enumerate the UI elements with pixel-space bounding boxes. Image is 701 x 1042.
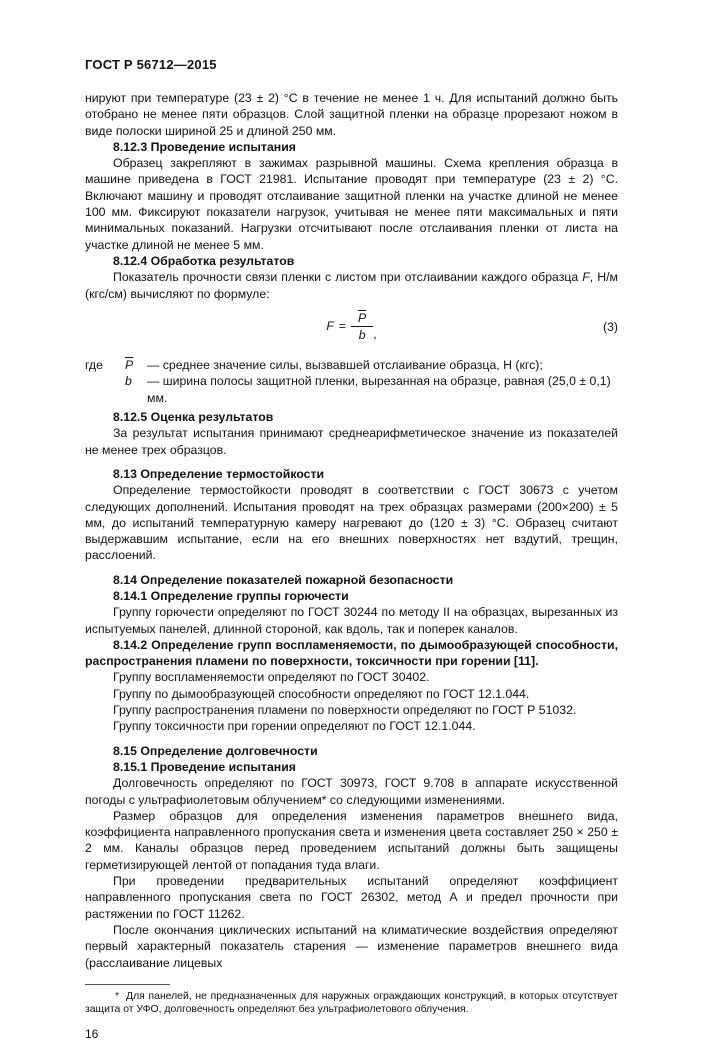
- paragraph-8-14-2-smoke: Группу по дымообразующей способности определяют по ГОСТ 12.1.044.: [113, 686, 530, 701]
- paragraph-8-12-3: Образец закрепляют в зажимах разрывной машины. Схема крепления образца в машине приведена в ГОСТ 21981. Испытание проводят при температуре (23 ± 2) °С. Включают машину и проводят отслаивание защитной пленки на участке длиной не менее 100 мм. Фиксируют показатели нагрузок, учитывая не менее пяти максимальных и пяти минимальных показаний. Нагрузки отсчитывают после отслаивания пленки от листа на участке длиной не менее 5 мм.: [85, 156, 618, 252]
- formula-expression: [326, 311, 376, 342]
- footnote-text: [85, 990, 618, 1017]
- paragraph-8-14-2-toxicity: Группу токсичности при горении определяют по ГОСТ 12.1.044.: [113, 719, 476, 734]
- footnote-body: Для панелей, не предназначенных для наружных ограждающих конструкций, в которых отсутствует защита от УФО, долговечность определяют без ультрафиолетового облучения.: [85, 990, 618, 1016]
- heading-8-15-1: 8.15.1 Проведение испытания: [113, 759, 296, 774]
- fraction: [351, 311, 373, 342]
- definition-text: — среднее значение силы, вызвавшей отслаивание образца, Н (кгс);: [147, 358, 543, 373]
- heading-8-14: 8.14 Определение показателей пожарной безопасности: [113, 572, 454, 587]
- paragraph-8-13: Определение термостойкости проводят в соответствии с ГОСТ 30673 с учетом следующих дополнений. Испытания проводят на трех образцах размерами (200×200) ± 5 мм, до испытаний температурную камеру нагревают до (120 ± 3) °С. Образец считают выдержавшим испытание, если на его внешних поверхностях нет вздутий, трещин, расслоений.: [85, 483, 618, 563]
- paragraph-8-15-1-durability: Долговечность определяют по ГОСТ 30973, ГОСТ 9.708 в аппарате искусственной погоды с ультрафиолетовым облучением* со следующими изменениями.: [85, 776, 618, 807]
- paragraph-8-15-1-sample-size: Размер образцов для определения изменения параметров внешнего вида, коэффициента направленного пропускания света и изменения цвета составляет 250 × 250 ± 2 мм. Каналы образцов перед проведением испытаний должны быть защищены герметизирующей лентой от попадания туда влаги.: [85, 808, 618, 872]
- definition-text: — ширина полосы защитной пленки, вырезанная на образце, равная (25,0 ± 0,1) мм.: [147, 374, 611, 405]
- equals-sign: =: [338, 319, 347, 334]
- paragraph-8-14-2-flame-spread: Группу распространения пламени по поверхности определяют по ГОСТ Р 51032.: [113, 703, 577, 718]
- heading-8-12-5: 8.12.5 Оценка результатов: [113, 410, 274, 425]
- heading-8-12-4: 8.12.4 Обработка результатов: [113, 253, 295, 268]
- paragraph-8-14-2-flammability: Группу воспламеняемости определяют по ГОСТ 30402.: [113, 670, 430, 685]
- heading-8-14-1: 8.14.1 Определение группы горючести: [113, 589, 349, 603]
- formula-definitions: [85, 357, 618, 406]
- heading-8-14-2: 8.14.2 Определение групп воспламеняемости, по дымообразующей способности, распространения пламени по поверхности, токсичности при горении [11].: [85, 637, 618, 669]
- symbol-P-mean: $\overline{P}$: [125, 358, 134, 373]
- footnote-marker: *: [115, 990, 120, 1002]
- formula-3: [85, 311, 618, 342]
- definition-row-b: [85, 373, 618, 406]
- heading-8-12-3: 8.12.3 Проведение испытания: [113, 139, 296, 154]
- paragraph-continuation: нируют при температуре (23 ± 2) °С в течение не менее 1 ч. Для испытаний должно быть отобрано не менее пяти образцов. Слой защитной пленки на образце прорезают ножом в виде полоски шириной 25 и длиной 250 мм.: [85, 91, 618, 138]
- paragraph-8-14-1: Группу горючести определяют по ГОСТ 30244 по методу II на образцах, вырезанных из испытуемых панелей, длинной стороной, как вдоль, так и поперек каналов.: [85, 605, 618, 636]
- footnote-separator: [85, 984, 170, 985]
- page-content: [85, 90, 618, 1042]
- variable-F: F: [582, 270, 590, 285]
- heading-8-13: 8.13 Определение термостойкости: [113, 466, 325, 481]
- paragraph-8-12-4: [85, 269, 618, 302]
- formula-number: (3): [602, 319, 618, 334]
- fraction-denominator: b: [358, 328, 366, 342]
- formula-comma: ,: [373, 326, 377, 341]
- page-number: 16: [85, 1027, 99, 1042]
- paragraph-8-12-4-text-tail: , Н/м (кгс/см) вычисляют по формуле:: [85, 270, 618, 301]
- paragraph-8-15-1-aging: После окончания циклических испытаний на климатические воздействия определяют первый характерный показатель старения — изменение параметров внешнего вида (расслаивание лицевых: [85, 922, 618, 970]
- paragraph-8-12-4-text: Показатель прочности связи пленки с листом при отслаивании каждого образца: [113, 270, 583, 285]
- formula-lhs: F: [326, 319, 334, 334]
- footnote-block: [85, 984, 618, 1017]
- heading-8-15: 8.15 Определение долговечности: [113, 743, 318, 758]
- doc-header: ГОСТ Р 56712—2015: [85, 57, 217, 72]
- paragraph-8-15-1-preliminary: При проведении предварительных испытаний определяют коэффициент направленного пропускания света по ГОСТ 26302, метод А и предел прочности при растяжении по ГОСТ 11262.: [85, 874, 618, 921]
- paragraph-8-12-5: За результат испытания принимают среднеарифметическое значение из показателей не менее трех образцов.: [85, 426, 618, 457]
- where-label: где: [85, 358, 103, 373]
- definition-row-P: [85, 357, 618, 373]
- fraction-numerator: $\overline{P}$: [351, 311, 373, 327]
- symbol-b: b: [125, 374, 132, 389]
